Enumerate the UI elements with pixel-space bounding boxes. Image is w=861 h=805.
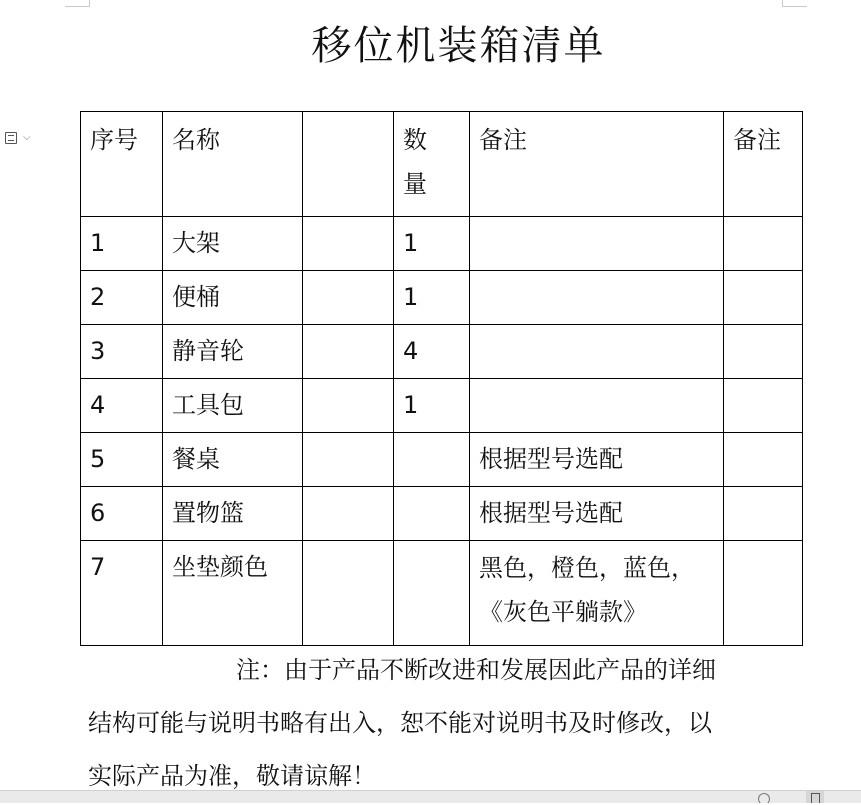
page-corner-mark-right xyxy=(782,0,807,7)
footnote-line-3: 实际产品为准，敬请谅解！ xyxy=(88,762,376,790)
cell-quantity xyxy=(394,487,470,541)
cell-remark xyxy=(470,271,724,325)
status-loading-icon xyxy=(758,793,770,805)
cell-name: 便桶 xyxy=(163,271,303,325)
cell-quantity: 1 xyxy=(394,379,470,433)
cell-quantity: 1 xyxy=(394,271,470,325)
status-bar xyxy=(0,790,861,803)
cell-name: 工具包 xyxy=(163,379,303,433)
footnote xyxy=(88,644,788,803)
table-row xyxy=(81,379,803,433)
cell-blank xyxy=(303,325,394,379)
table-row xyxy=(81,487,803,541)
packing-list-table xyxy=(80,111,803,646)
cell-remark-2 xyxy=(724,217,803,271)
table-handle[interactable] xyxy=(3,128,45,148)
cell-index: 1 xyxy=(81,217,163,271)
cell-remark: 根据型号选配 xyxy=(470,487,724,541)
table-row xyxy=(81,433,803,487)
header-remark-2: 备注 xyxy=(724,112,803,217)
document-title: 移位机装箱清单 xyxy=(311,23,606,69)
cell-blank xyxy=(303,271,394,325)
table-header-row xyxy=(81,112,803,217)
cell-remark-2 xyxy=(724,433,803,487)
header-remark: 备注 xyxy=(470,112,724,217)
table-row xyxy=(81,325,803,379)
cell-index: 6 xyxy=(81,487,163,541)
cell-name: 餐桌 xyxy=(163,433,303,487)
cell-index: 4 xyxy=(81,379,163,433)
cell-index: 2 xyxy=(81,271,163,325)
cell-blank xyxy=(303,433,394,487)
cell-quantity: 1 xyxy=(394,217,470,271)
cell-index: 7 xyxy=(81,541,163,646)
cell-blank xyxy=(303,541,394,646)
cell-remark xyxy=(470,325,724,379)
cell-remark-2 xyxy=(724,379,803,433)
cell-blank xyxy=(303,487,394,541)
cell-remark-2 xyxy=(724,541,803,646)
cell-quantity xyxy=(394,541,470,646)
cell-remark-2 xyxy=(724,487,803,541)
cell-remark: 黑色，橙色，蓝色， 《灰色平躺款》 xyxy=(470,541,724,646)
table-move-handle-icon[interactable] xyxy=(3,130,19,146)
cell-name: 大架 xyxy=(163,217,303,271)
cell-remark xyxy=(470,379,724,433)
header-name: 名称 xyxy=(163,112,303,217)
header-index: 序号 xyxy=(81,112,163,217)
cell-name: 坐垫颜色 xyxy=(163,541,303,646)
cell-remark-2 xyxy=(724,271,803,325)
cell-remark xyxy=(470,217,724,271)
table-row xyxy=(81,541,803,646)
cell-name: 静音轮 xyxy=(163,325,303,379)
cell-index: 3 xyxy=(81,325,163,379)
cell-blank xyxy=(303,217,394,271)
cell-blank xyxy=(303,379,394,433)
cell-remark: 根据型号选配 xyxy=(470,433,724,487)
header-blank xyxy=(303,112,394,217)
header-quantity: 数 量 xyxy=(394,112,470,217)
page-corner-mark-left xyxy=(65,0,90,7)
page-view-icon[interactable] xyxy=(806,791,824,803)
cell-index: 5 xyxy=(81,433,163,487)
table-row xyxy=(81,217,803,271)
footnote-line-2: 结构可能与说明书略有出入，恕不能对说明书及时修改，以 xyxy=(88,709,712,737)
cell-remark-2 xyxy=(724,325,803,379)
cell-quantity xyxy=(394,433,470,487)
table-row xyxy=(81,271,803,325)
footnote-line-1: 注：由于产品不断改进和发展因此产品的详细 xyxy=(236,656,716,684)
cell-name: 置物篮 xyxy=(163,487,303,541)
chevron-down-icon[interactable]: ⌵ xyxy=(23,132,31,143)
cell-quantity: 4 xyxy=(394,325,470,379)
